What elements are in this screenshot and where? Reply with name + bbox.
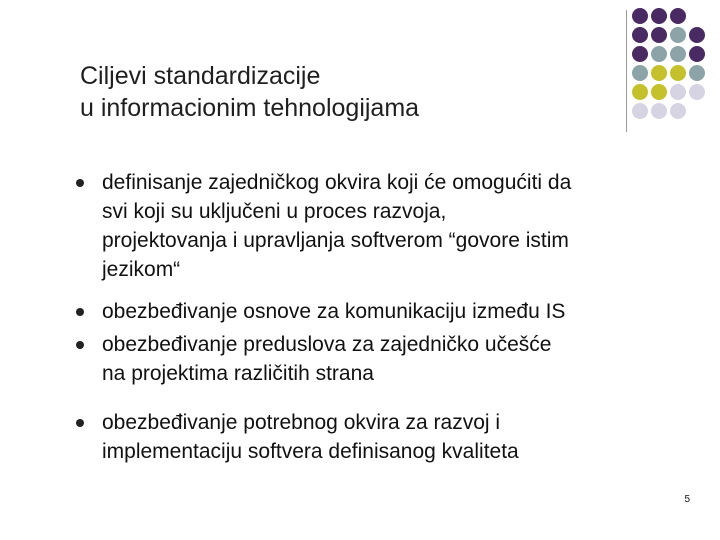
bullet-4-line-1: obezbeđivanje potrebnog okvira za razvoj i (102, 411, 501, 434)
bullet-text-1 (102, 168, 702, 284)
bullet-1-line-2: svi koji su uključeni u proces razvoja, (102, 200, 447, 223)
bullet-4-line-2: implementaciju softvera definisanog kvaliteta (102, 440, 519, 463)
slide-title-line-1: Ciljevi standardizacije (80, 62, 321, 90)
page-number: 5 (684, 494, 690, 505)
bullet-dot-icon (76, 179, 84, 187)
bullet-1-line-1: definisanje zajedničkog okvira koji će omogućiti da (102, 171, 572, 194)
bullet-2-line-1: obezbeđivanje osnove za komunikaciju između IS (102, 300, 566, 323)
bullet-dot-icon (76, 419, 84, 427)
bullet-1-line-4: jezikom“ (102, 258, 181, 281)
bullet-3-line-2: na projektima različitih strana (102, 362, 374, 385)
bullet-text-4 (102, 408, 702, 466)
bullet-text-3 (102, 330, 702, 388)
bullet-dot-icon (76, 308, 84, 316)
bullet-dot-icon (76, 341, 84, 349)
slide-title-line-2: u informacionim tehnologijama (80, 94, 420, 122)
bullet-3-line-1: obezbeđivanje preduslova za zajedničko učešće (102, 333, 552, 356)
bullet-text-2 (102, 297, 702, 326)
bullet-1-line-3: projektovanja i upravljanja softverom “govore istim (102, 229, 569, 252)
